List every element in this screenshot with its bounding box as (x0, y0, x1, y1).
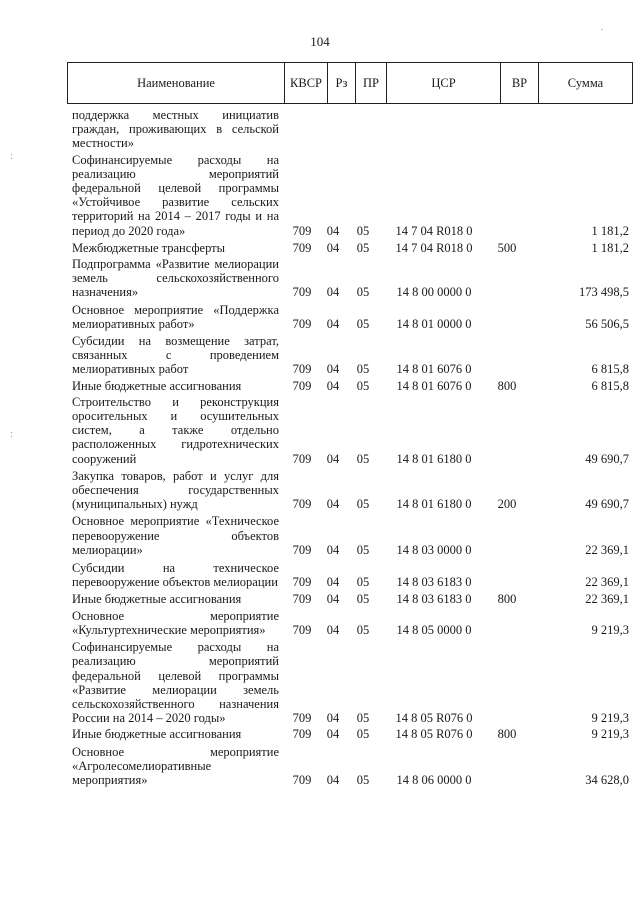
header-csr: ЦСР (387, 63, 501, 103)
scan-artifact: : (10, 150, 14, 162)
table-row (67, 257, 633, 300)
row-pr: 05 (356, 240, 370, 255)
row-kvsr: 709 (292, 316, 312, 331)
row-name: Софинансируемые расходы на реализацию мероприятий федеральной целевой программы «Развитие мелиорации земель сельскохозяйственного назначения России на 2014 – 2020 годы» (72, 640, 279, 726)
table-row (67, 745, 633, 788)
row-csr: 14 8 05 R076 0 (395, 727, 473, 742)
header-vr: ВР (501, 63, 539, 103)
row-csr: 14 8 01 6076 0 (396, 362, 472, 377)
header-name: Наименование (68, 63, 285, 103)
row-pr: 05 (356, 497, 370, 512)
row-kvsr: 709 (292, 711, 312, 726)
row-pr: 05 (356, 711, 370, 726)
table-row (67, 609, 633, 637)
row-vr: 200 (497, 497, 517, 512)
row-name: Основное мероприятие «Техническое перевооружение объектов мелиорации» (72, 514, 279, 557)
table-row (67, 379, 633, 393)
row-kvsr: 709 (292, 772, 312, 787)
row-pr: 05 (356, 772, 370, 787)
row-sum: 34 628,0 (585, 772, 629, 787)
row-pr: 05 (356, 362, 370, 377)
row-sum: 173 498,5 (579, 285, 629, 300)
row-pr: 05 (356, 378, 370, 393)
row-csr: 14 8 01 6076 0 (396, 378, 472, 393)
table-row (67, 303, 633, 331)
row-kvsr: 709 (292, 622, 312, 637)
row-pr: 05 (356, 591, 370, 606)
row-sum: 9 219,3 (591, 727, 629, 742)
row-pr: 05 (356, 285, 370, 300)
row-vr: 800 (497, 591, 517, 606)
row-rz: 04 (326, 542, 340, 557)
row-csr: 14 8 03 0000 0 (396, 542, 472, 557)
table-row (67, 395, 633, 466)
row-rz: 04 (326, 451, 340, 466)
row-pr: 05 (356, 622, 370, 637)
row-pr: 05 (356, 316, 370, 331)
row-name: Иные бюджетные ассигнования (72, 591, 242, 606)
row-vr: 800 (497, 378, 517, 393)
row-name: Основное мероприятие «Агролесомелиоративные мероприятия» (72, 744, 279, 787)
row-kvsr: 709 (292, 362, 312, 377)
table-row (67, 514, 633, 557)
row-kvsr: 709 (292, 451, 312, 466)
row-sum: 1 181,2 (591, 240, 629, 255)
row-sum: 56 506,5 (585, 316, 629, 331)
row-rz: 04 (326, 362, 340, 377)
row-kvsr: 709 (292, 727, 312, 742)
row-rz: 04 (326, 285, 340, 300)
table-body (67, 108, 633, 787)
row-sum: 22 369,1 (585, 542, 629, 557)
row-sum: 9 219,3 (591, 711, 629, 726)
row-sum: 49 690,7 (585, 497, 629, 512)
row-name: Строительство и реконструкция оросительных и осушительных систем, а также отдельно расположенных гидротехнических сооружений (72, 394, 279, 466)
row-vr: 800 (497, 727, 517, 742)
row-csr: 14 8 01 6180 0 (396, 497, 472, 512)
scan-artifact: · (600, 24, 604, 36)
row-name: Иные бюджетные ассигнования (72, 727, 242, 742)
row-name: Закупка товаров, работ и услуг для обеспечения государственных (муниципальных) нужд (72, 468, 279, 512)
row-kvsr: 709 (292, 542, 312, 557)
row-sum: 22 369,1 (585, 591, 629, 606)
row-rz: 04 (326, 727, 340, 742)
row-name: Субсидии на возмещение затрат, связанных с проведением мелиоративных работ (72, 334, 279, 377)
row-sum: 1 181,2 (591, 223, 629, 238)
row-csr: 14 8 05 0000 0 (396, 622, 472, 637)
row-name: Иные бюджетные ассигнования (72, 378, 242, 393)
row-rz: 04 (326, 378, 340, 393)
table-row (67, 561, 633, 589)
row-csr: 14 7 04 R018 0 (395, 223, 473, 238)
row-rz: 04 (326, 223, 340, 238)
row-pr: 05 (356, 451, 370, 466)
row-rz: 04 (326, 575, 340, 590)
header-kvsr: КВСР (285, 63, 328, 103)
row-sum: 6 815,8 (591, 362, 629, 377)
table-row (67, 108, 633, 151)
row-rz: 04 (326, 240, 340, 255)
row-name: Межбюджетные трансферты (72, 240, 226, 255)
row-sum: 49 690,7 (585, 451, 629, 466)
row-kvsr: 709 (292, 591, 312, 606)
row-rz: 04 (326, 591, 340, 606)
row-sum: 9 219,3 (591, 622, 629, 637)
table-row (67, 334, 633, 377)
row-csr: 14 8 03 6183 0 (396, 575, 472, 590)
row-name: Основное мероприятие «Культуртехнические мероприятия» (72, 608, 279, 637)
row-csr: 14 8 05 R076 0 (395, 711, 473, 726)
table-row (67, 153, 633, 238)
row-name: Софинансируемые расходы на реализацию мероприятий федеральной целевой программы «Устойчивое развитие сельских территорий на 2014 – 2017 годы и на период до 2020 года» (72, 152, 279, 238)
table-row (67, 592, 633, 606)
row-kvsr: 709 (292, 575, 312, 590)
header-pr: ПР (356, 63, 387, 103)
row-rz: 04 (326, 711, 340, 726)
row-csr: 14 7 04 R018 0 (395, 240, 473, 255)
row-csr: 14 8 00 0000 0 (396, 285, 472, 300)
row-csr: 14 8 06 0000 0 (396, 772, 472, 787)
row-csr: 14 8 03 6183 0 (396, 591, 472, 606)
row-name: Субсидии на техническое перевооружение объектов мелиорации (72, 561, 279, 590)
header-sum: Сумма (567, 75, 604, 90)
row-kvsr: 709 (292, 240, 312, 255)
page-number: 104 (310, 34, 330, 49)
row-sum: 6 815,8 (591, 378, 629, 393)
row-name: Основное мероприятие «Поддержка мелиоративных работ» (72, 302, 279, 331)
row-name: Подпрограмма «Развитие мелиорации земель сельскохозяйственного назначения» (72, 257, 279, 300)
table-row (67, 241, 633, 255)
row-vr: 500 (497, 240, 517, 255)
row-rz: 04 (326, 772, 340, 787)
row-pr: 05 (356, 575, 370, 590)
row-rz: 04 (326, 622, 340, 637)
table-header (67, 62, 633, 104)
table-row (67, 640, 633, 725)
row-kvsr: 709 (292, 497, 312, 512)
row-pr: 05 (356, 727, 370, 742)
row-pr: 05 (356, 542, 370, 557)
row-pr: 05 (356, 223, 370, 238)
row-name: поддержка местных инициатив граждан, проживающих в сельской местности» (72, 108, 279, 151)
header-rz: Рз (328, 63, 356, 103)
row-kvsr: 709 (292, 223, 312, 238)
row-kvsr: 709 (292, 378, 312, 393)
row-kvsr: 709 (292, 285, 312, 300)
row-sum: 22 369,1 (585, 575, 629, 590)
scan-artifact: : (10, 428, 14, 440)
row-csr: 14 8 01 0000 0 (396, 316, 472, 331)
row-rz: 04 (326, 316, 340, 331)
table-row (67, 727, 633, 741)
row-rz: 04 (326, 497, 340, 512)
row-csr: 14 8 01 6180 0 (396, 451, 472, 466)
table-row (67, 469, 633, 512)
